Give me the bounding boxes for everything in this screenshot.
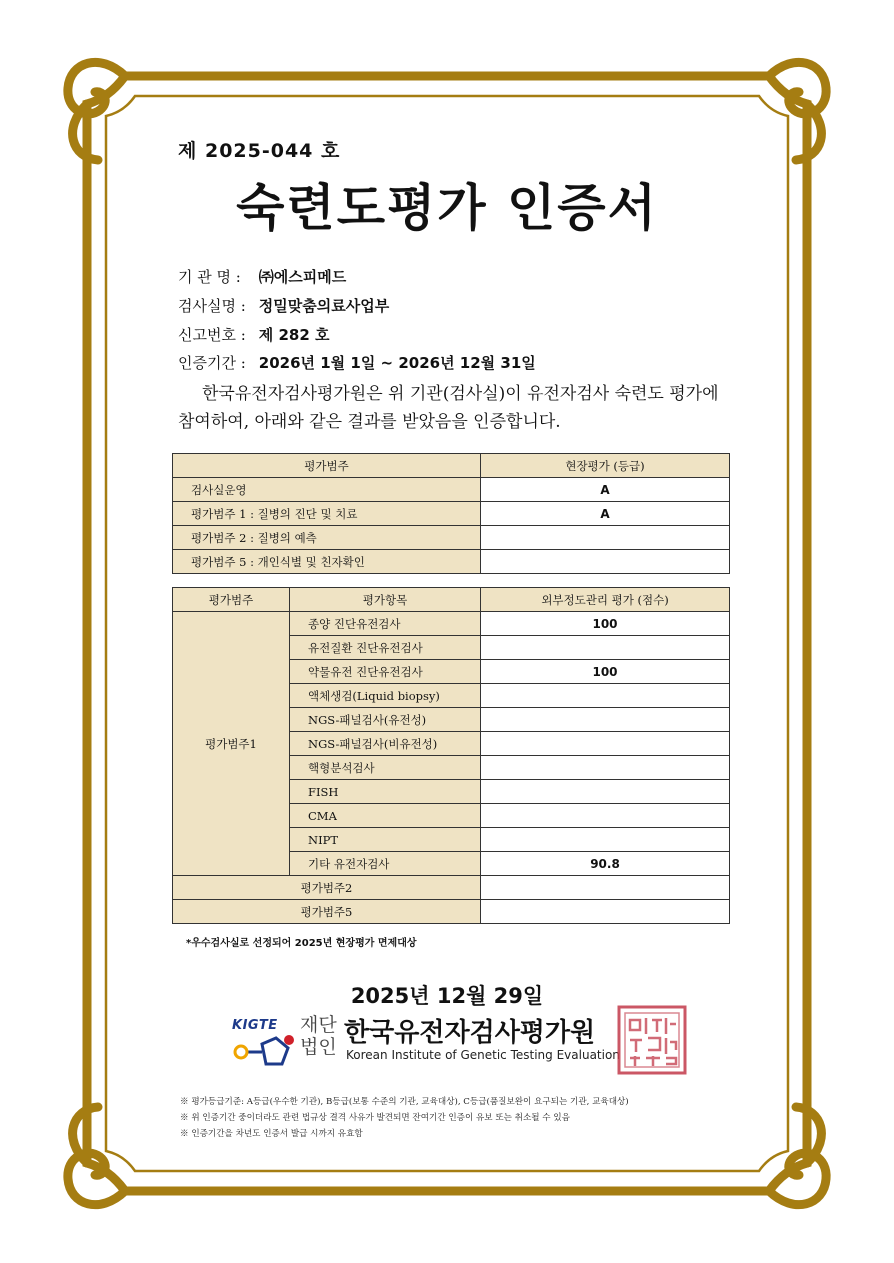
score-cell: 100 <box>481 612 730 636</box>
item-cell: NGS-패널검사(유전성) <box>290 708 481 732</box>
grade-cell <box>481 526 730 550</box>
category-cell: 평가범주 2 : 질병의 예측 <box>173 526 481 550</box>
item-cell: 약물유전 진단유전검사 <box>290 660 481 684</box>
info-value: 정밀맞춤의료사업부 <box>258 297 390 315</box>
info-row-period <box>178 352 536 373</box>
issuer-name-english: Korean Institute of Genetic Testing Evaluation <box>346 1048 620 1062</box>
foundation-line: 법인 <box>300 1036 337 1058</box>
table-row <box>173 526 730 550</box>
item-cell: NIPT <box>290 828 481 852</box>
table-header: 평가범주 <box>173 588 290 612</box>
footnotes <box>180 1094 629 1142</box>
table-row <box>173 478 730 502</box>
info-label: 검사실명 : <box>178 297 246 315</box>
score-cell <box>481 684 730 708</box>
item-cell: 핵형분석검사 <box>290 756 481 780</box>
grade-cell <box>481 550 730 574</box>
footnote-validity: ※ 인증기간을 차년도 인증서 발급 시까지 유효함 <box>180 1129 363 1139</box>
score-cell <box>481 708 730 732</box>
certificate-title: 숙련도평가 인증서 <box>236 179 658 237</box>
table-row <box>173 550 730 574</box>
certification-statement: 한국유전자검사평가원은 위 기관(검사실)이 유전자검사 숙련도 평가에 참여하여, 아래와 같은 결과를 받았음을 인증합니다. <box>178 384 719 432</box>
table-row <box>173 612 730 636</box>
onsite-evaluation-table <box>172 453 730 574</box>
certificate-number: 제 2025-044 호 <box>178 140 341 162</box>
table-header: 평가범주 <box>173 454 481 478</box>
info-value: 제 282 호 <box>258 326 330 344</box>
footnote-revocation: ※ 위 인증기간 중이더라도 관련 법규상 결격 사유가 발견되면 잔여기간 인증이 유보 또는 취소될 수 있음 <box>180 1113 570 1123</box>
item-cell: FISH <box>290 780 481 804</box>
score-cell <box>481 900 730 924</box>
item-cell: 유전질환 진단유전검사 <box>290 636 481 660</box>
category-cell: 평가범주5 <box>173 900 481 924</box>
info-row-lab <box>178 295 389 316</box>
info-row-registration <box>178 324 330 345</box>
score-cell <box>481 732 730 756</box>
score-cell <box>481 804 730 828</box>
score-cell: 90.8 <box>481 852 730 876</box>
score-cell <box>481 756 730 780</box>
info-value: 2026년 1월 1일 ~ 2026년 12월 31일 <box>258 354 536 372</box>
footnote-grade-criteria: ※ 평가등급기준: A등급(우수한 기관), B등급(보통 수준의 기관, 교육대상), C등급(품질보완이 요구되는 기관, 교육대상) <box>180 1097 629 1107</box>
item-cell: 기타 유전자검사 <box>290 852 481 876</box>
score-cell <box>481 876 730 900</box>
table-row <box>173 502 730 526</box>
group-category-cell: 평가범주1 <box>173 612 290 876</box>
issuer-logo <box>232 1012 620 1072</box>
item-cell: CMA <box>290 804 481 828</box>
foundation-label <box>300 1014 337 1058</box>
score-cell <box>481 780 730 804</box>
info-label: 인증기간 : <box>178 354 246 372</box>
info-label: 신고번호 : <box>178 326 246 344</box>
item-cell: 종양 진단유전검사 <box>290 612 481 636</box>
info-row-institution <box>178 266 346 287</box>
table-header: 외부정도관리 평가 (점수) <box>481 588 730 612</box>
molecule-icon <box>232 1034 296 1070</box>
category-cell: 평가범주 1 : 질병의 진단 및 치료 <box>173 502 481 526</box>
category-cell: 검사실운영 <box>173 478 481 502</box>
item-cell: 액체생검(Liquid biopsy) <box>290 684 481 708</box>
grade-cell: A <box>481 502 730 526</box>
score-cell <box>481 636 730 660</box>
external-qa-table <box>172 587 730 924</box>
kigte-logo-text: KIGTE <box>232 1018 278 1033</box>
table-row <box>173 900 730 924</box>
info-value: ㈜에스피메드 <box>258 268 347 286</box>
score-cell <box>481 828 730 852</box>
table-row <box>173 876 730 900</box>
table-header: 현장평가 (등급) <box>481 454 730 478</box>
grade-cell: A <box>481 478 730 502</box>
category-cell: 평가범주 5 : 개인식별 및 친자확인 <box>173 550 481 574</box>
score-cell: 100 <box>481 660 730 684</box>
issue-date: 2025년 12월 29일 <box>350 984 544 1008</box>
issuer-name-korean: 한국유전자검사평가원 <box>344 1018 596 1048</box>
category-cell: 평가범주2 <box>173 876 481 900</box>
exemption-note: *우수검사실로 선정되어 2025년 현장평가 면제대상 <box>186 938 417 949</box>
table-header: 평가항목 <box>290 588 481 612</box>
info-label: 기 관 명 : <box>178 268 241 286</box>
item-cell: NGS-패널검사(비유전성) <box>290 732 481 756</box>
foundation-line: 재단 <box>300 1014 337 1036</box>
official-seal-stamp <box>616 1004 688 1076</box>
